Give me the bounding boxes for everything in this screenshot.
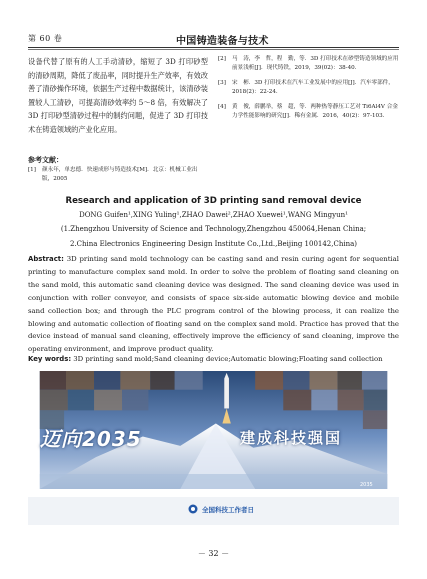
banner-slogan-left: 迈向2035 xyxy=(40,427,142,451)
abstract-text: 3D printing sand mold technology can be casting sand and resin curing agent for sequential printing to manufacture complex sand mold. In order to solve the problem of floating sand cleaning on the sand mold, this automatic sand cleaning device was designed. The sand cleaning device was used in conjunction with roller conveyor, and consists of space six-side automatic blowing device and mobile sand collection box; and through the PLC program control of the blowing process, it can realize the blowing and automatic collection of floating sand on the complex sand mold. Practice has proved that the device instead of manual sand cleaning, effectively improve the efficiency of sand cleaning, improve the operating environment, and improve product quality. xyxy=(28,255,399,354)
banner-slogan-right: 建成科技强国 xyxy=(240,429,343,447)
reference-item xyxy=(218,79,402,97)
header-rule-thin xyxy=(28,49,399,50)
references-heading: 参考文献： xyxy=(28,156,63,164)
reference-number: [1] xyxy=(28,167,36,173)
english-keywords xyxy=(28,355,399,363)
reference-item xyxy=(218,103,402,121)
english-affiliation-2: 2.China Electronics Engineering Design Institute Co.,Ltd.,Beijing 100142,China) xyxy=(69,240,357,248)
promo-banner-image xyxy=(28,371,399,525)
reference-text: 宋 彬．3D 打印技术在汽车工业发展中的应用[J]．汽车零部件，2018(2)：22-24. xyxy=(232,80,394,96)
english-title: Research and application of 3D printing sand removal device xyxy=(65,196,362,206)
keywords-text: 3D printing sand mold;Sand cleaning device;Automatic blowing;Floating sand collection xyxy=(73,355,383,363)
page-number: － 32 － xyxy=(197,549,230,558)
volume-label: 第 60 卷 xyxy=(28,34,63,43)
reference-text: 黄 俊，薛鹏举，蔡 超，等．两种热等静压工艺对 Ti6Al4V 合金力学性能影响的研究[J]．稀有金属．2016，40(2)：97-103. xyxy=(232,104,398,120)
banner-badge-text: 全国科技工作者日 xyxy=(202,506,254,514)
abstract-label: Abstract: xyxy=(28,255,64,263)
conclusion-text: 设备代替了原有的人工手动清砂，缩短了 3D 打印砂型的清砂周期，降低了废品率，同时提升生产效率，有效改善了清砂操作环境，依据生产过程中数据统计，该清砂装置较人工清砂，可提高清砂效率约 5～8 倍，有效解决了 3D 打印砂型清砂过程中的制约问题，促进了 3D 打印技术在铸造领域的产业化应用。 xyxy=(28,57,208,134)
reference-item xyxy=(28,166,208,184)
keywords-label: Key words: xyxy=(28,355,72,363)
conclusion-paragraph xyxy=(28,55,208,137)
reference-number: [4] xyxy=(218,104,226,110)
header-rule xyxy=(28,47,399,48)
reference-text: 颜永年，单忠德．快速成形与铸造技术[M]．北京：机械工业出版，2005 xyxy=(42,167,198,183)
reference-item xyxy=(218,55,402,73)
science-day-logo-icon xyxy=(188,504,198,514)
journal-title: 中国铸造装备与技术 xyxy=(176,36,269,47)
english-affiliation-1: (1.Zhengzhou University of Science and Technology,Zhengzhou 450064,Henan China; xyxy=(60,225,367,233)
reference-text: 马 涛，李 哲，程 勤，等．3D 打印技术在砂型铸造领域的应用前景浅析[J]．现代铸铁，2019，39(02)：38-40. xyxy=(232,56,399,72)
reference-number: [2] xyxy=(218,56,226,62)
reference-number: [3] xyxy=(218,80,226,86)
english-abstract xyxy=(28,253,399,356)
banner-year-tag: 2035 xyxy=(360,482,373,488)
english-authors: DONG Guifen¹,XING Yuling¹,ZHAO Dawei²,ZHAO Xuewei¹,WANG Mingyun¹ xyxy=(79,211,348,219)
